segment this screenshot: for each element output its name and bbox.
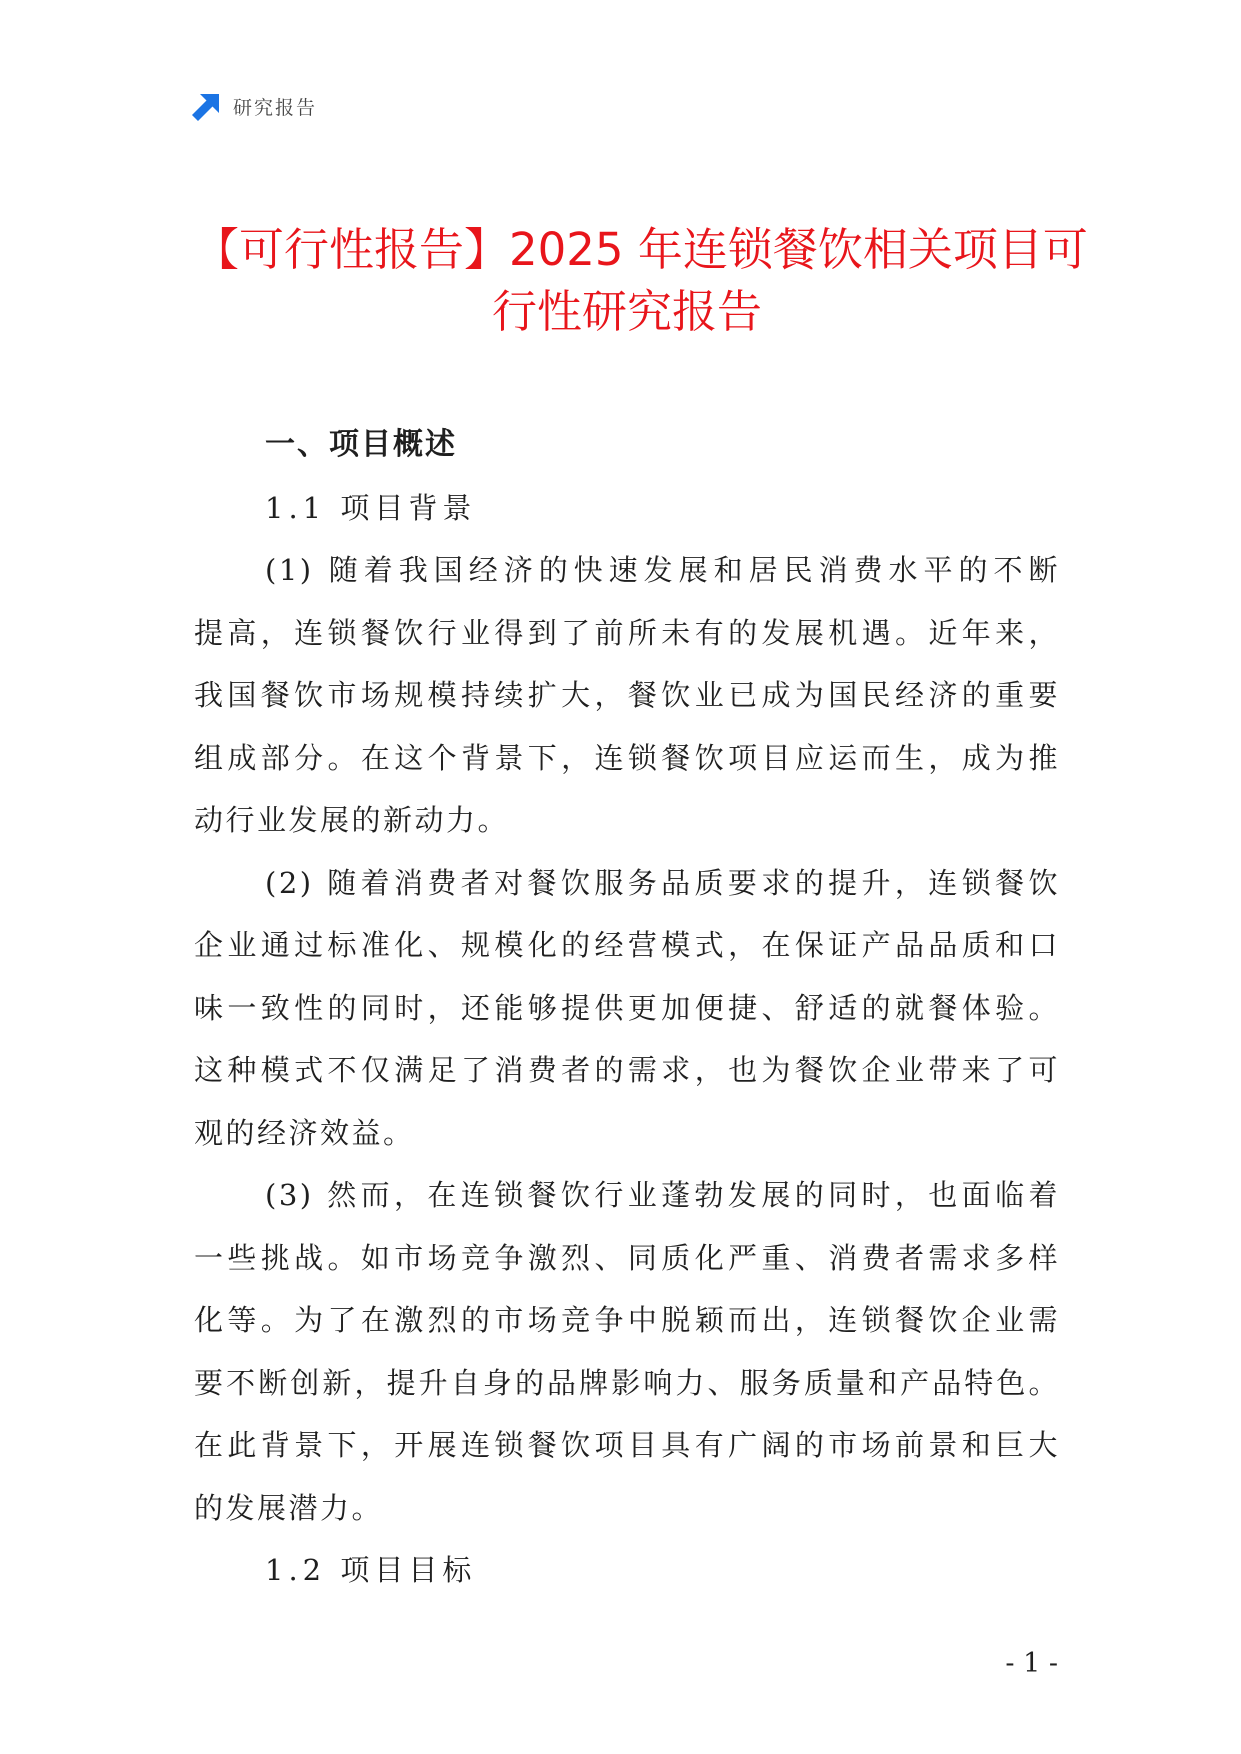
- document-body: [194, 414, 1060, 1602]
- paragraph-line: 我国餐饮市场规模持续扩大，餐饮业已成为国民经济的重要: [194, 678, 1060, 712]
- paragraph-line: (2) 随着消费者对餐饮服务品质要求的提升，连锁餐饮: [265, 865, 1060, 900]
- section-heading: 一、项目概述: [265, 427, 457, 462]
- page-number: - 1 -: [1005, 1648, 1058, 1679]
- paragraph-line: 的发展潜力。: [194, 1490, 384, 1525]
- paragraph-line: 要不断创新，提升自身的品牌影响力、服务质量和产品特色。: [194, 1365, 1060, 1400]
- subsection-heading-1-2: 1.2 项目目标: [265, 1553, 477, 1587]
- title-line-2: 行性研究报告: [491, 285, 762, 338]
- paragraph-line: 味一致性的同时，还能够提供更加便捷、舒适的就餐体验。: [194, 990, 1060, 1025]
- paragraph-line: (3) 然而，在连锁餐饮行业蓬勃发展的同时，也面临着: [265, 1178, 1060, 1212]
- paragraph-3: [194, 1164, 1060, 1539]
- arrow-up-right-icon: [192, 91, 221, 122]
- paragraph-line: 这种模式不仅满足了消费者的需求，也为餐饮企业带来了可: [194, 1053, 1060, 1087]
- document-title: [194, 219, 1088, 343]
- paragraph-line: 一些挑战。如市场竞争激烈、同质化严重、消费者需求多样: [194, 1240, 1060, 1275]
- paragraph-line: 企业通过标准化、规模化的经营模式，在保证产品品质和口: [194, 928, 1060, 962]
- paragraph-line: 组成部分。在这个背景下，连锁餐饮项目应运而生，成为推: [194, 740, 1060, 775]
- page-header: [192, 89, 317, 123]
- paragraph-line: 化等。为了在激烈的市场竞争中脱颖而出，连锁餐饮企业需: [194, 1303, 1060, 1337]
- paragraph-line: 在此背景下，开展连锁餐饮项目具有广阔的市场前景和巨大: [194, 1428, 1060, 1462]
- subsection-heading-1-1: 1.1 项目背景: [265, 490, 477, 525]
- paragraph-1: [194, 539, 1060, 852]
- paragraph-line: (1) 随着我国经济的快速发展和居民消费水平的不断: [265, 553, 1060, 587]
- paragraph-line: 观的经济效益。: [194, 1115, 415, 1150]
- paragraph-2: [194, 852, 1060, 1165]
- title-line-1: 【可行性报告】2025 年连锁餐饮相关项目可: [194, 223, 1088, 276]
- paragraph-line: 动行业发展的新动力。: [194, 803, 510, 837]
- paragraph-line: 提高，连锁餐饮行业得到了前所未有的发展机遇。近年来，: [194, 615, 1060, 650]
- header-label: 研究报告: [233, 96, 318, 119]
